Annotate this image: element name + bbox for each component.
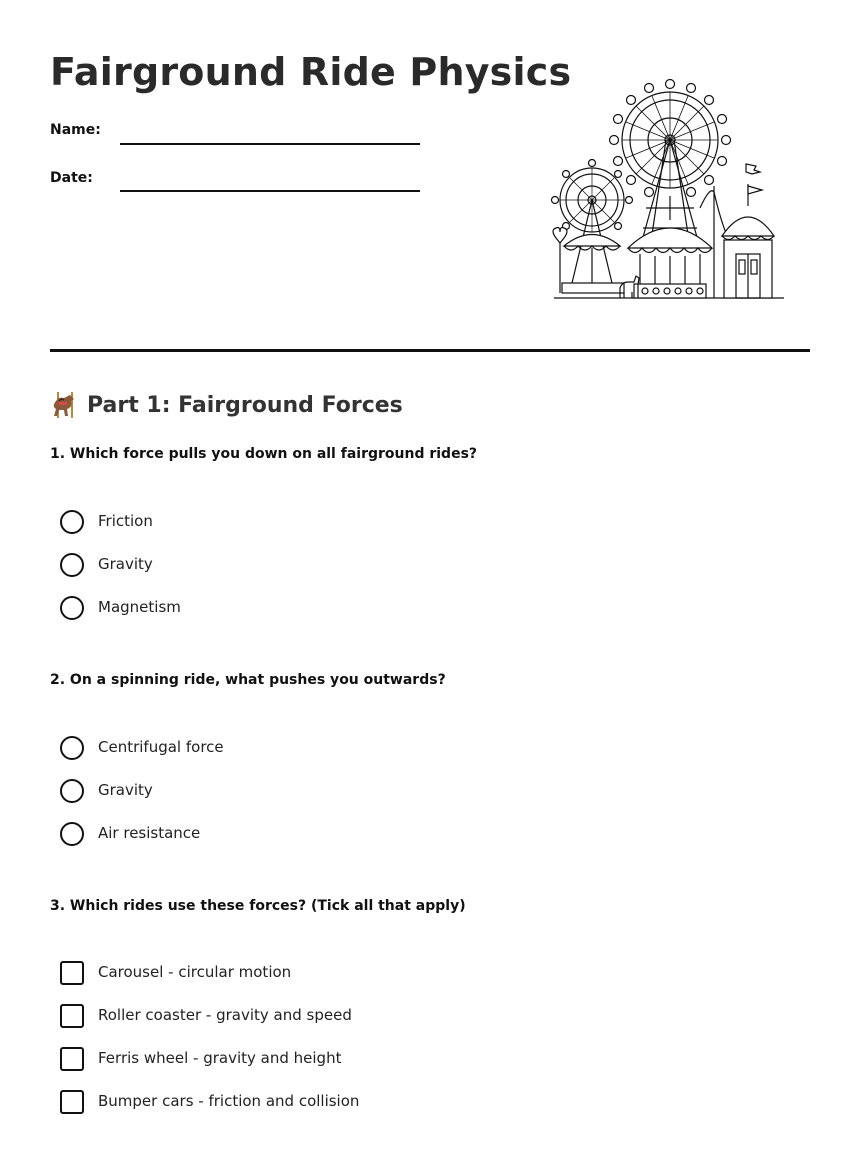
radio-button[interactable] [60, 736, 84, 760]
big-ferris-wheel [610, 80, 731, 197]
name-label: Name: [50, 122, 101, 138]
radio-button[interactable] [60, 553, 84, 577]
option-label: Friction [98, 512, 153, 530]
q1-option-friction[interactable] [60, 510, 480, 536]
option-label: Air resistance [98, 824, 201, 842]
option-label: Centrifugal force [98, 738, 224, 756]
page-title: Fairground Ride Physics [50, 50, 572, 94]
option-label: Bumper cars - friction and collision [98, 1092, 360, 1110]
name-field[interactable] [50, 122, 430, 152]
date-label: Date: [50, 170, 93, 186]
q2-option-gravity[interactable] [60, 779, 480, 805]
q3-option-bumper-cars[interactable] [60, 1090, 480, 1116]
checkbox[interactable] [60, 1090, 84, 1114]
carousel-horse-icon [50, 390, 80, 420]
checkbox[interactable] [60, 1047, 84, 1071]
section-heading [50, 390, 403, 420]
section-title: Part 1: Fairground Forces [87, 392, 403, 418]
checkbox[interactable] [60, 961, 84, 985]
fairground-illustration [550, 78, 790, 304]
q3-option-ferris-wheel[interactable] [60, 1047, 480, 1073]
option-label: Gravity [98, 555, 153, 573]
question-2: 2. On a spinning ride, what pushes you outwards? [50, 672, 446, 688]
date-input-line[interactable] [120, 190, 420, 192]
option-label: Magnetism [98, 598, 181, 616]
option-label: Ferris wheel - gravity and height [98, 1049, 342, 1067]
q1-option-magnetism[interactable] [60, 596, 480, 622]
question-1: 1. Which force pulls you down on all fairground rides? [50, 446, 478, 462]
q2-option-air-resistance[interactable] [60, 822, 480, 848]
name-input-line[interactable] [120, 143, 420, 145]
header-divider [50, 349, 810, 352]
option-label: Roller coaster - gravity and speed [98, 1006, 352, 1024]
radio-button[interactable] [60, 779, 84, 803]
q1-option-gravity[interactable] [60, 553, 480, 579]
radio-button[interactable] [60, 596, 84, 620]
option-label: Gravity [98, 781, 153, 799]
question-3: 3. Which rides use these forces? (Tick all that apply) [50, 898, 466, 914]
q3-option-roller-coaster[interactable] [60, 1004, 480, 1030]
date-field[interactable] [50, 170, 430, 200]
radio-button[interactable] [60, 822, 84, 846]
checkbox[interactable] [60, 1004, 84, 1028]
small-ferris-wheel [552, 160, 633, 233]
q2-option-centrifugal-force[interactable] [60, 736, 480, 762]
option-label: Carousel - circular motion [98, 963, 292, 981]
radio-button[interactable] [60, 510, 84, 534]
q3-option-carousel[interactable] [60, 961, 480, 987]
